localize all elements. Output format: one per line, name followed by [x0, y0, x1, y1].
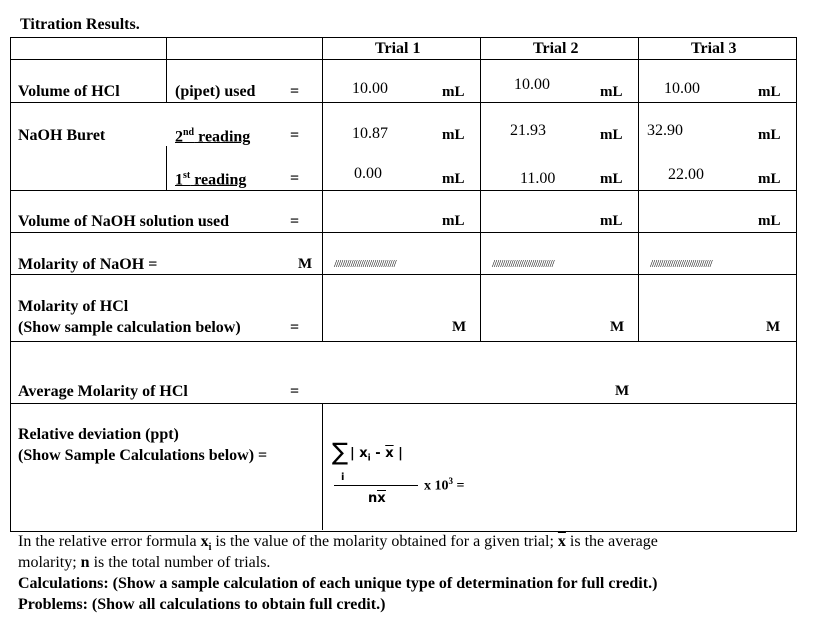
relative-deviation-sublabel: (Show Sample Calculations below) = — [18, 447, 268, 464]
trial-2-header: Trial 2 — [533, 40, 579, 57]
note-1-c: is the average — [565, 533, 658, 550]
first-reading-sup: st — [183, 170, 191, 181]
volume-hcl-trial-3: 10.00 — [664, 80, 700, 97]
numerator-sub: i — [367, 453, 371, 464]
note-1-xi — [200, 533, 212, 554]
note-2-a: molarity; — [18, 554, 81, 571]
note-1-a: In the relative error formula — [18, 533, 201, 550]
hatch-fill-1: ////////////////////////////// — [334, 258, 396, 270]
second-reading-num: 2 — [175, 128, 183, 146]
table-divider — [10, 341, 796, 342]
numerator-open: | x — [350, 446, 368, 461]
sigma-symbol: ∑ — [332, 438, 349, 466]
molarity-hcl-equals: = — [290, 319, 300, 336]
volume-naoh-equals: = — [290, 213, 300, 230]
hatch-fill-2: ////////////////////////////// — [492, 258, 554, 270]
first-reading-trial-2: 11.00 — [520, 170, 556, 187]
volume-hcl-label: Volume of HCl — [18, 83, 120, 100]
molarity-hcl-unit-3: M — [766, 319, 781, 335]
second-reading-label — [175, 127, 250, 146]
note-line-2 — [18, 554, 270, 572]
fraction-bar — [334, 485, 418, 486]
volume-hcl-equals: = — [290, 83, 300, 100]
page-title: Titration Results. — [20, 16, 140, 33]
first-reading-unit-2: mL — [600, 171, 623, 187]
table-divider — [10, 59, 796, 60]
volume-hcl-unit-3: mL — [758, 84, 781, 100]
second-reading-unit-2: mL — [600, 127, 623, 143]
times-ten — [424, 476, 464, 495]
molarity-naoh-label: Molarity of NaOH = — [18, 256, 158, 273]
volume-hcl-trial-2: 10.00 — [514, 76, 550, 93]
times-text: x 10 — [424, 478, 449, 494]
note-1-xbar: $\overline{x}$ — [557, 533, 566, 550]
volume-naoh-unit-1: mL — [442, 213, 465, 229]
first-reading-text: reading — [190, 171, 247, 189]
volume-hcl-unit-2: mL — [600, 84, 623, 100]
first-reading-unit-1: mL — [442, 171, 465, 187]
molarity-hcl-sublabel: (Show sample calculation below) — [18, 319, 241, 336]
numerator-close: | — [393, 446, 403, 461]
second-reading-trial-3: 32.90 — [647, 122, 683, 139]
note-2-n: n — [80, 554, 90, 571]
times-equals: = — [453, 478, 465, 494]
note-1-x: x — [200, 533, 209, 550]
note-2-b: is the total number of trials. — [89, 554, 271, 571]
table-divider — [10, 403, 796, 404]
first-reading-label — [175, 170, 246, 189]
molarity-hcl-label: Molarity of HCl — [18, 298, 129, 315]
molarity-hcl-unit-1: M — [452, 319, 467, 335]
volume-hcl-sublabel: (pipet) used — [175, 83, 256, 100]
relative-deviation-label: Relative deviation (ppt) — [18, 426, 179, 443]
table-divider — [638, 37, 639, 341]
second-reading-trial-1: 10.87 — [352, 125, 388, 142]
molarity-naoh-unit: M — [298, 256, 313, 272]
trial-1-header: Trial 1 — [375, 40, 421, 57]
numerator-minus: - — [370, 446, 386, 461]
table-divider — [322, 37, 323, 341]
second-reading-sup: nd — [183, 127, 195, 138]
second-reading-unit-1: mL — [442, 127, 465, 143]
volume-naoh-unit-2: mL — [600, 213, 623, 229]
table-divider — [480, 37, 481, 341]
second-reading-text: reading — [194, 128, 251, 146]
second-reading-unit-3: mL — [758, 127, 781, 143]
table-divider — [322, 403, 323, 530]
second-reading-equals: = — [290, 127, 300, 144]
first-reading-equals: = — [290, 170, 300, 187]
average-molarity-label: Average Molarity of HCl — [18, 383, 188, 400]
table-divider — [10, 274, 796, 275]
molarity-hcl-unit-2: M — [610, 319, 625, 335]
volume-naoh-label: Volume of NaOH solution used — [18, 213, 229, 230]
denominator: nx — [368, 491, 386, 506]
table-divider — [166, 37, 167, 102]
numerator-xbar: $\overline{x}$ — [385, 446, 394, 461]
times-exp: 3 — [448, 476, 453, 486]
note-line-1 — [18, 533, 658, 553]
note-1-b: is the value of the molarity obtained for a given trial; — [211, 533, 558, 550]
numerator — [350, 446, 403, 464]
trial-3-header: Trial 3 — [691, 40, 737, 57]
naoh-buret-label: NaOH Buret — [18, 127, 106, 144]
volume-naoh-unit-3: mL — [758, 213, 781, 229]
table-divider — [10, 190, 796, 191]
table-divider — [10, 102, 796, 103]
second-reading-trial-2: 21.93 — [510, 122, 546, 139]
volume-hcl-trial-1: 10.00 — [352, 80, 388, 97]
average-molarity-unit: M — [615, 383, 630, 399]
calculations-note: Calculations: (Show a sample calculation of each unique type of determination for full credit.) — [18, 575, 658, 592]
volume-hcl-unit-1: mL — [442, 84, 465, 100]
first-reading-num: 1 — [175, 171, 183, 189]
first-reading-trial-1: 0.00 — [354, 165, 382, 182]
first-reading-unit-3: mL — [758, 171, 781, 187]
first-reading-trial-3: 22.00 — [668, 166, 704, 183]
note-1-i: i — [208, 542, 212, 554]
sigma-index: i — [341, 472, 345, 483]
problems-note: Problems: (Show all calculations to obtain full credit.) — [18, 596, 386, 613]
denominator-bar — [377, 490, 386, 491]
table-divider — [166, 146, 167, 190]
relative-deviation-formula — [332, 436, 492, 508]
hatch-fill-3: ////////////////////////////// — [650, 258, 712, 270]
average-molarity-equals: = — [290, 383, 300, 400]
table-divider — [10, 232, 796, 233]
